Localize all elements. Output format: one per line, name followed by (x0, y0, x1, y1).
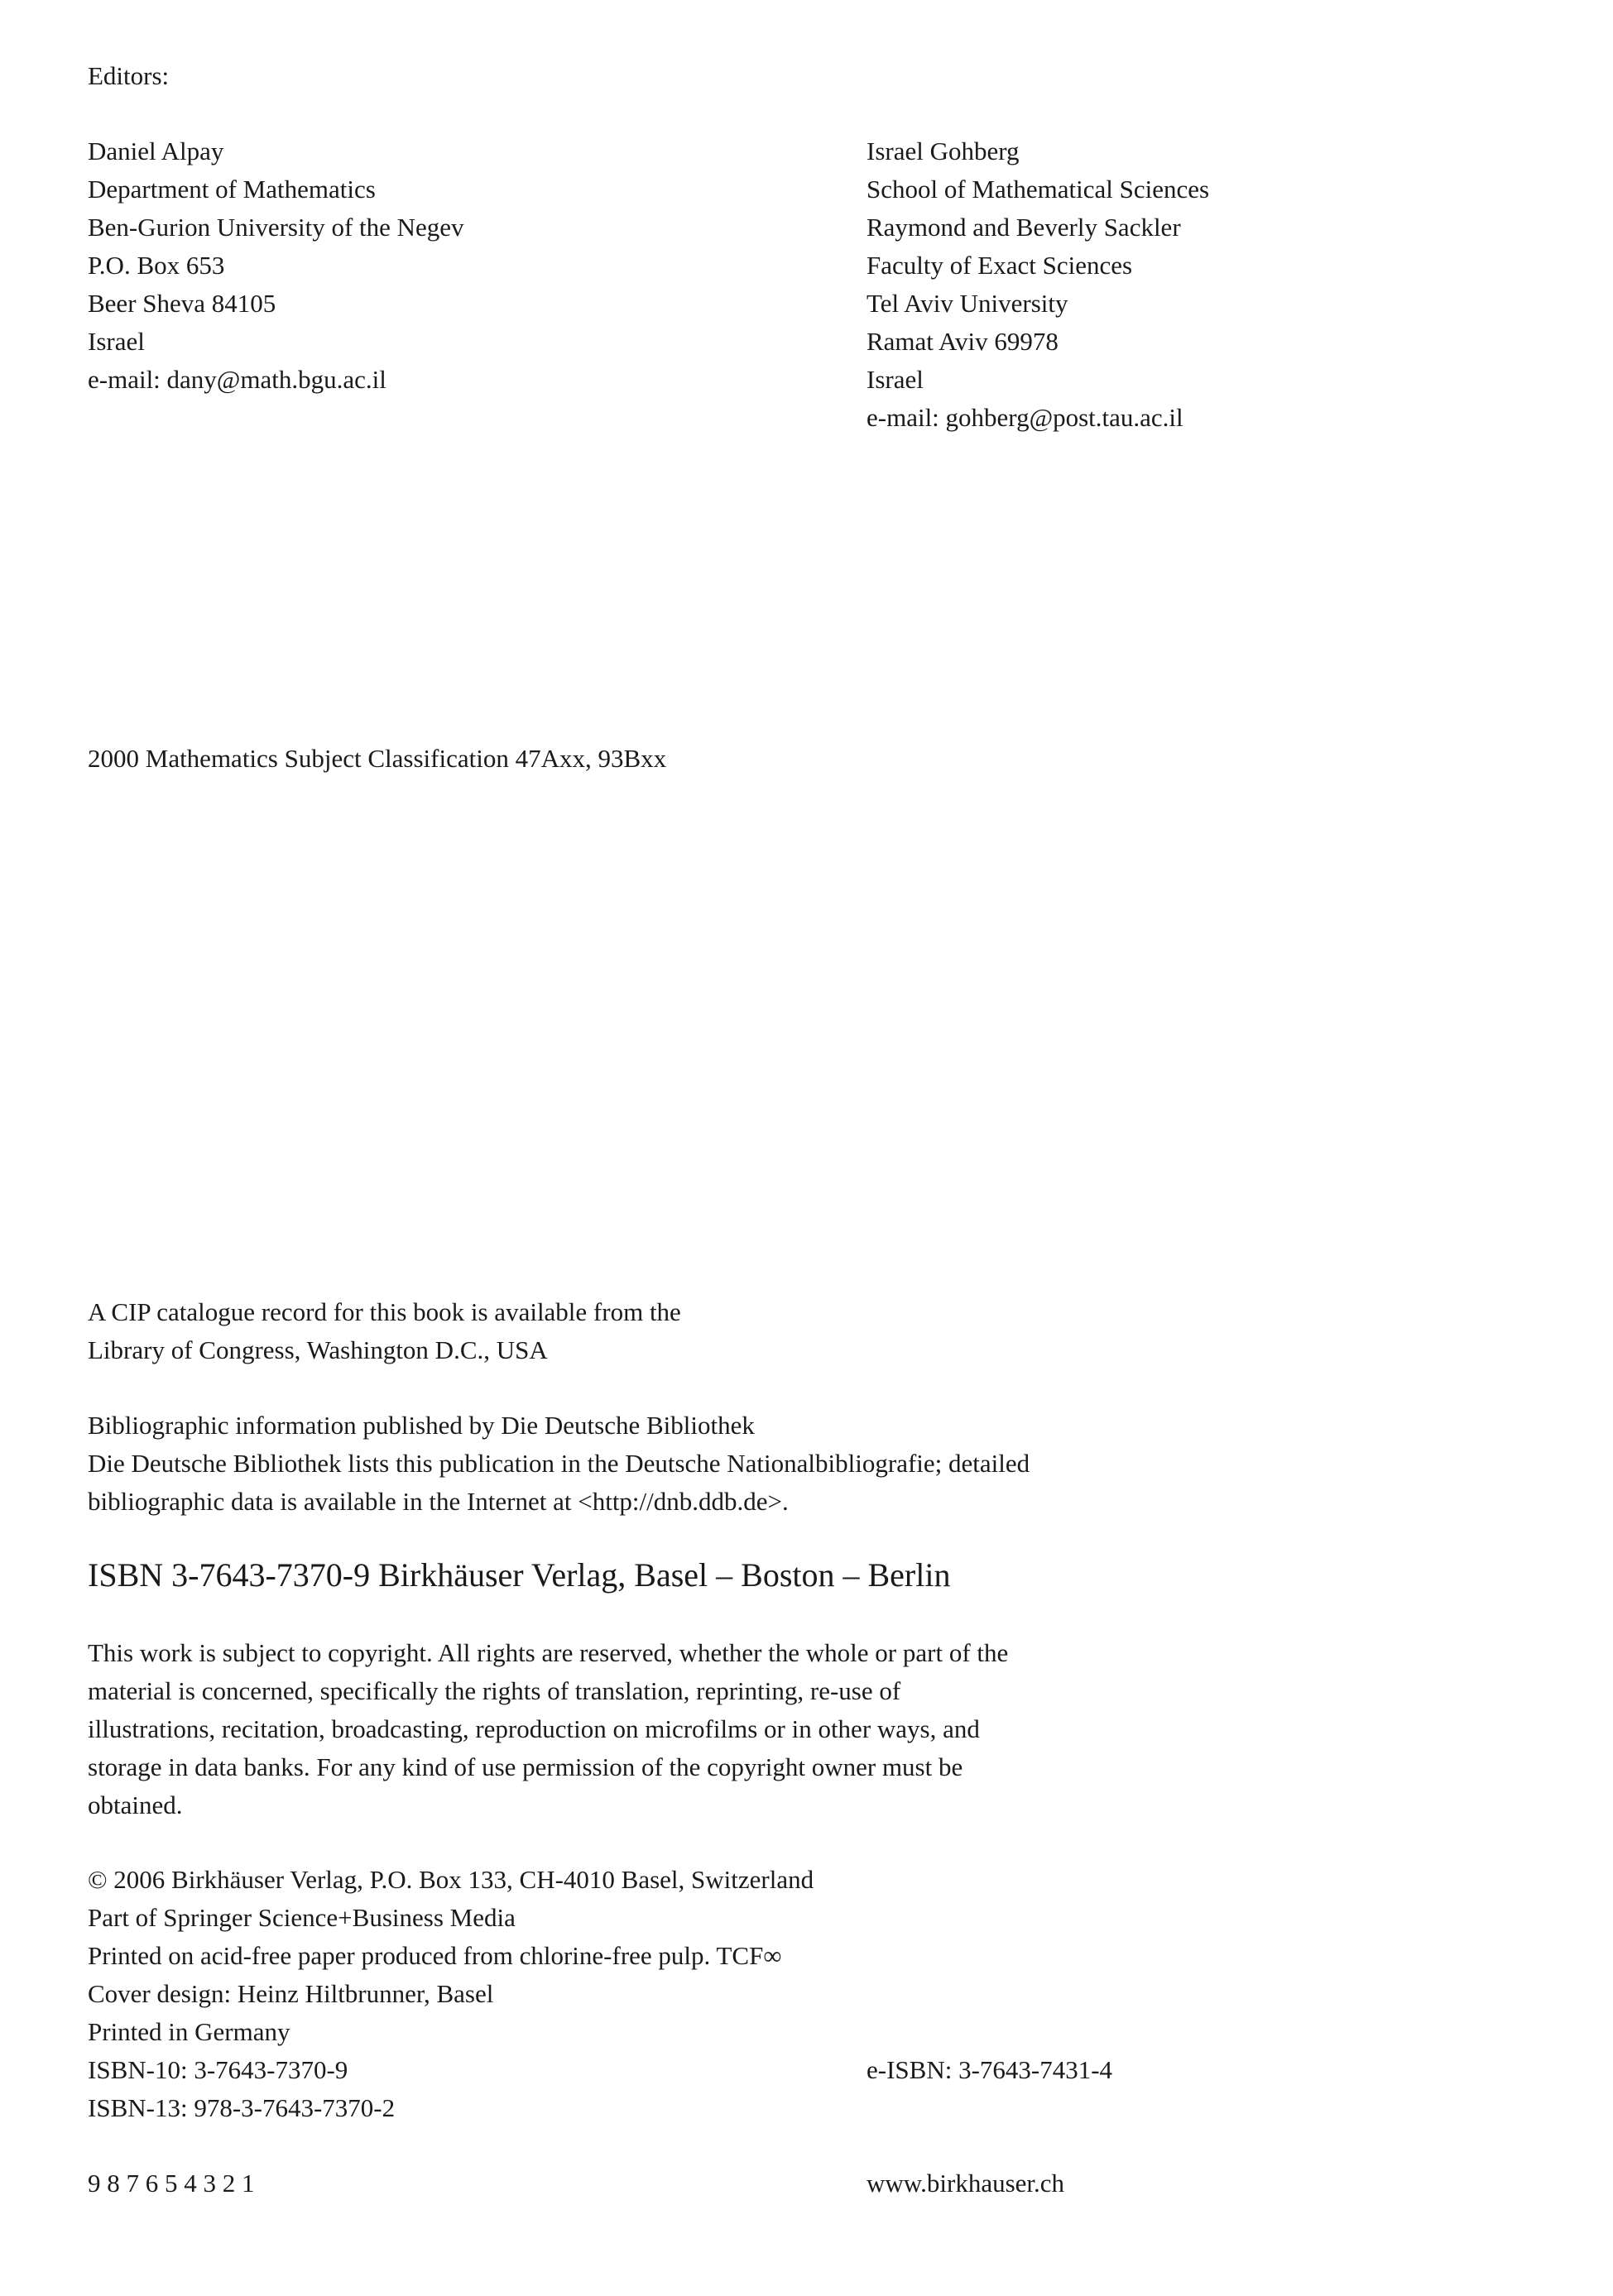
copyright-line-2: material is concerned, specifically the rights of translation, reprinting, re-use of (88, 1676, 901, 1705)
editor-right-country: Israel (867, 365, 924, 394)
isbn-10: ISBN-10: 3-7643-7370-9 (88, 2055, 348, 2084)
cip-line-2: Library of Congress, Washington D.C., USA (88, 1335, 548, 1364)
copyright-line-3: illustrations, recitation, broadcasting, reproduction on microfilms or in other ways, and (88, 1714, 980, 1743)
editor-right-faculty: Faculty of Exact Sciences (867, 251, 1133, 280)
bibliographic-line-2: Die Deutsche Bibliothek lists this publication in the Deutsche Nationalbibliografie; detailed (88, 1449, 1030, 1478)
editor-right-university: Tel Aviv University (867, 289, 1068, 318)
editor-left-address (88, 132, 464, 399)
editor-right-name: Israel Gohberg (867, 137, 1020, 165)
bibliographic-line-3: bibliographic data is available in the Internet at <http://dnb.ddb.de>. (88, 1487, 789, 1516)
publisher-info (88, 1861, 814, 2127)
editor-right-sackler: Raymond and Beverly Sackler (867, 213, 1181, 242)
isbn-main-line: ISBN 3-7643-7370-9 Birkhäuser Verlag, Basel – Boston – Berlin (88, 1556, 951, 1594)
publisher-copyright: © 2006 Birkhäuser Verlag, P.O. Box 133, CH-4010 Basel, Switzerland (88, 1865, 814, 1894)
subject-classification: 2000 Mathematics Subject Classification 47Axx, 93Bxx (88, 744, 667, 773)
bibliographic-line-1: Bibliographic information published by Die Deutsche Bibliothek (88, 1411, 755, 1440)
editor-left-city: Beer Sheva 84105 (88, 289, 276, 318)
editor-right-school: School of Mathematical Sciences (867, 175, 1210, 204)
e-isbn: e-ISBN: 3-7643-7431-4 (867, 2055, 1113, 2084)
cip-record (88, 1293, 681, 1369)
print-line: 9 8 7 6 5 4 3 2 1 (88, 2169, 255, 2198)
copyright-line-4: storage in data banks. For any kind of use permission of the copyright owner must be (88, 1752, 963, 1781)
copyright-line-1: This work is subject to copyright. All rights are reserved, whether the whole or part of the (88, 1638, 1009, 1667)
copyright-line-5: obtained. (88, 1790, 183, 1819)
publisher-paper: Printed on acid-free paper produced from chlorine-free pulp. TCF∞ (88, 1941, 782, 1970)
editor-left-email: e-mail: dany@math.bgu.ac.il (88, 365, 386, 394)
editor-right-address (867, 132, 1209, 437)
editor-left-university: Ben-Gurion University of the Negev (88, 213, 464, 242)
editor-right-email: e-mail: gohberg@post.tau.ac.il (867, 403, 1183, 432)
cip-line-1: A CIP catalogue record for this book is available from the (88, 1297, 681, 1326)
website-link[interactable]: www.birkhauser.ch (867, 2169, 1065, 2198)
isbn-13: ISBN-13: 978-3-7643-7370-2 (88, 2093, 396, 2122)
publisher-printed-in: Printed in Germany (88, 2017, 290, 2046)
editors-heading: Editors: (88, 61, 170, 90)
editor-left-country: Israel (88, 327, 145, 356)
copyright-notice (88, 1634, 1008, 1824)
editor-left-department: Department of Mathematics (88, 175, 376, 204)
editor-left-po-box: P.O. Box 653 (88, 251, 225, 280)
editor-left-name: Daniel Alpay (88, 137, 224, 165)
publisher-cover-design: Cover design: Heinz Hiltbrunner, Basel (88, 1979, 494, 2008)
editor-right-city: Ramat Aviv 69978 (867, 327, 1059, 356)
publisher-springer: Part of Springer Science+Business Media (88, 1903, 516, 1932)
bibliographic-info (88, 1407, 1030, 1521)
